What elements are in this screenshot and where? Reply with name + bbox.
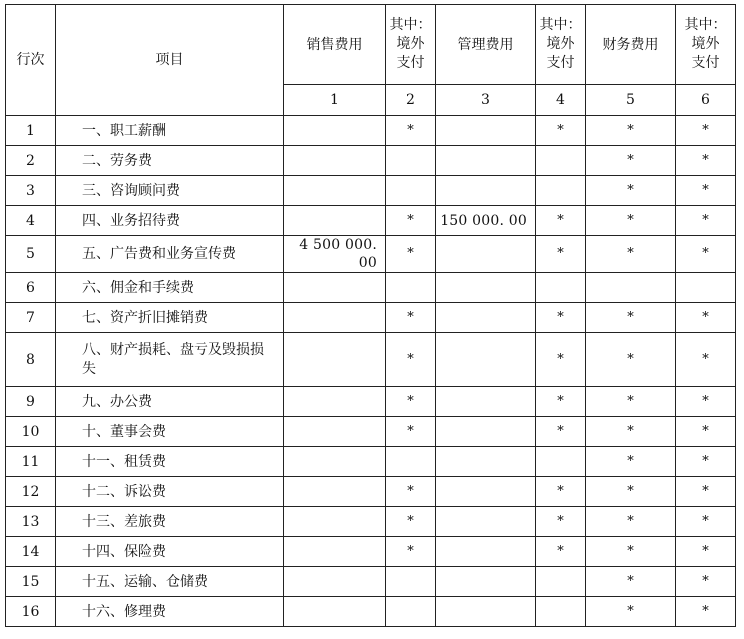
row-number: 8 — [6, 333, 56, 387]
cell-finance-overseas: * — [676, 507, 736, 537]
cell-admin-overseas: * — [536, 417, 586, 447]
header-selling-overseas: 其中： 境外 支付 — [386, 5, 436, 85]
cell-finance-overseas: * — [676, 537, 736, 567]
cell-selling-overseas: * — [386, 116, 436, 146]
cell-selling — [284, 417, 386, 447]
cell-selling — [284, 537, 386, 567]
header-item: 项目 — [56, 5, 284, 116]
header-admin: 管理费用 — [436, 5, 536, 85]
cell-finance-overseas: * — [676, 477, 736, 507]
row-item: 十四、保险费 — [56, 537, 284, 567]
cell-finance-overseas — [676, 273, 736, 303]
cell-selling-overseas — [386, 567, 436, 597]
cell-finance: * — [586, 417, 676, 447]
cell-selling-overseas: * — [386, 387, 436, 417]
row-number: 11 — [6, 447, 56, 477]
table-row — [6, 507, 736, 537]
header-finance-overseas: 其中： 境外 支付 — [676, 5, 736, 85]
cell-selling — [284, 477, 386, 507]
cell-finance: * — [586, 146, 676, 176]
cell-admin — [436, 176, 536, 206]
header-row — [6, 5, 736, 85]
cell-finance-overseas: * — [676, 236, 736, 273]
cell-admin — [436, 537, 536, 567]
column-number: 5 — [586, 85, 676, 116]
row-item: 九、办公费 — [56, 387, 284, 417]
cell-selling-overseas: * — [386, 417, 436, 447]
table-row — [6, 236, 736, 273]
header-admin-overseas: 其中： 境外 支付 — [536, 5, 586, 85]
row-item: 一、职工薪酬 — [56, 116, 284, 146]
cell-admin: 150 000. 00 — [436, 206, 536, 236]
cell-selling-overseas: * — [386, 477, 436, 507]
row-number: 6 — [6, 273, 56, 303]
cell-selling — [284, 176, 386, 206]
cell-admin — [436, 333, 536, 387]
cell-admin-overseas: * — [536, 477, 586, 507]
cell-finance-overseas: * — [676, 116, 736, 146]
cell-selling — [284, 116, 386, 146]
cell-admin — [436, 236, 536, 273]
cell-selling — [284, 273, 386, 303]
cell-finance: * — [586, 447, 676, 477]
row-number: 4 — [6, 206, 56, 236]
row-item: 七、资产折旧摊销费 — [56, 303, 284, 333]
table-row — [6, 333, 736, 387]
cell-admin-overseas: * — [536, 303, 586, 333]
cell-admin-overseas — [536, 447, 586, 477]
cell-selling — [284, 146, 386, 176]
cell-finance-overseas: * — [676, 303, 736, 333]
cell-finance-overseas: * — [676, 206, 736, 236]
expense-table — [5, 4, 736, 627]
cell-finance-overseas: * — [676, 387, 736, 417]
cell-admin-overseas: * — [536, 507, 586, 537]
row-item: 十一、租赁费 — [56, 447, 284, 477]
cell-admin — [436, 507, 536, 537]
cell-finance-overseas: * — [676, 567, 736, 597]
row-item: 四、业务招待费 — [56, 206, 284, 236]
column-number: 6 — [676, 85, 736, 116]
row-number: 14 — [6, 537, 56, 567]
cell-admin — [436, 477, 536, 507]
cell-selling — [284, 567, 386, 597]
table-row — [6, 597, 736, 627]
cell-admin — [436, 567, 536, 597]
cell-admin-overseas: * — [536, 236, 586, 273]
cell-admin — [436, 273, 536, 303]
cell-selling-overseas — [386, 146, 436, 176]
row-item: 三、咨询顾问费 — [56, 176, 284, 206]
row-item: 十二、诉讼费 — [56, 477, 284, 507]
cell-selling — [284, 507, 386, 537]
table-row — [6, 447, 736, 477]
row-number: 5 — [6, 236, 56, 273]
row-number: 1 — [6, 116, 56, 146]
cell-selling-overseas: * — [386, 303, 436, 333]
cell-finance: * — [586, 236, 676, 273]
row-item: 二、劳务费 — [56, 146, 284, 176]
cell-admin-overseas: * — [536, 537, 586, 567]
row-number: 2 — [6, 146, 56, 176]
cell-selling-overseas: * — [386, 537, 436, 567]
cell-finance-overseas: * — [676, 333, 736, 387]
row-item: 十五、运输、仓储费 — [56, 567, 284, 597]
header-finance: 财务费用 — [586, 5, 676, 85]
cell-finance: * — [586, 116, 676, 146]
cell-admin — [436, 597, 536, 627]
cell-finance-overseas: * — [676, 597, 736, 627]
cell-selling-overseas: * — [386, 236, 436, 273]
row-item: 五、广告费和业务宣传费 — [56, 236, 284, 273]
table-row — [6, 206, 736, 236]
table-row — [6, 477, 736, 507]
table-row — [6, 116, 736, 146]
cell-admin-overseas — [536, 567, 586, 597]
row-number: 12 — [6, 477, 56, 507]
table-row — [6, 537, 736, 567]
cell-admin — [436, 116, 536, 146]
table-row — [6, 176, 736, 206]
cell-finance — [586, 273, 676, 303]
cell-selling — [284, 597, 386, 627]
row-number: 7 — [6, 303, 56, 333]
row-item: 六、佣金和手续费 — [56, 273, 284, 303]
cell-selling — [284, 206, 386, 236]
header-row-no: 行次 — [6, 5, 56, 116]
cell-finance: * — [586, 507, 676, 537]
cell-finance-overseas: * — [676, 417, 736, 447]
cell-admin — [436, 146, 536, 176]
row-number: 16 — [6, 597, 56, 627]
cell-finance-overseas: * — [676, 176, 736, 206]
column-number: 3 — [436, 85, 536, 116]
column-number: 1 — [284, 85, 386, 116]
cell-admin-overseas — [536, 273, 586, 303]
table-row — [6, 303, 736, 333]
cell-selling-overseas: * — [386, 333, 436, 387]
cell-finance-overseas: * — [676, 146, 736, 176]
row-item: 十六、修理费 — [56, 597, 284, 627]
row-number: 9 — [6, 387, 56, 417]
row-item: 十、董事会费 — [56, 417, 284, 447]
cell-selling-overseas — [386, 447, 436, 477]
column-number: 4 — [536, 85, 586, 116]
table-row — [6, 387, 736, 417]
cell-selling — [284, 447, 386, 477]
cell-selling-overseas: * — [386, 507, 436, 537]
cell-selling — [284, 303, 386, 333]
table-row — [6, 273, 736, 303]
column-number: 2 — [386, 85, 436, 116]
cell-selling-overseas — [386, 597, 436, 627]
table-row — [6, 417, 736, 447]
cell-admin-overseas — [536, 146, 586, 176]
row-item: 十三、差旅费 — [56, 507, 284, 537]
cell-selling: 4 500 000. 00 — [284, 236, 386, 273]
cell-finance: * — [586, 176, 676, 206]
cell-admin-overseas: * — [536, 116, 586, 146]
cell-selling-overseas — [386, 273, 436, 303]
cell-admin — [436, 447, 536, 477]
cell-finance: * — [586, 477, 676, 507]
cell-admin-overseas — [536, 597, 586, 627]
cell-selling — [284, 387, 386, 417]
row-number: 3 — [6, 176, 56, 206]
cell-finance-overseas: * — [676, 447, 736, 477]
cell-finance: * — [586, 333, 676, 387]
cell-finance: * — [586, 537, 676, 567]
cell-selling — [284, 333, 386, 387]
cell-admin-overseas: * — [536, 387, 586, 417]
cell-admin-overseas: * — [536, 333, 586, 387]
cell-finance: * — [586, 597, 676, 627]
cell-admin — [436, 303, 536, 333]
cell-selling-overseas — [386, 176, 436, 206]
cell-finance: * — [586, 206, 676, 236]
cell-admin — [436, 417, 536, 447]
row-number: 15 — [6, 567, 56, 597]
cell-finance: * — [586, 387, 676, 417]
header-selling: 销售费用 — [284, 5, 386, 85]
cell-selling-overseas: * — [386, 206, 436, 236]
cell-admin — [436, 387, 536, 417]
cell-finance: * — [586, 303, 676, 333]
cell-admin-overseas: * — [536, 206, 586, 236]
table-row — [6, 567, 736, 597]
row-item: 八、财产损耗、盘亏及毁损损失 — [56, 333, 284, 387]
row-number: 13 — [6, 507, 56, 537]
table-row — [6, 146, 736, 176]
cell-admin-overseas — [536, 176, 586, 206]
row-number: 10 — [6, 417, 56, 447]
cell-finance: * — [586, 567, 676, 597]
